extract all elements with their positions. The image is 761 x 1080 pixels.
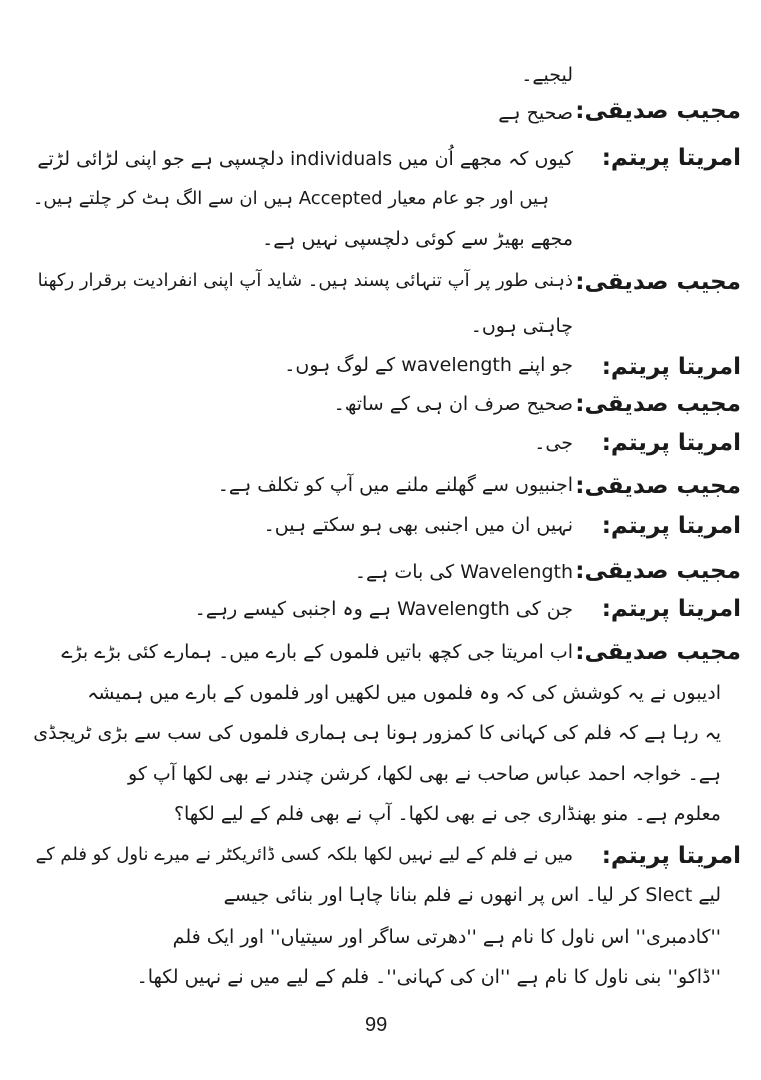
text-line: کیوں کہ مجھے اُن میں individuals دلچسپی ہے جو اپنی لڑائی لڑتے [37,148,573,170]
text-line: ''ڈاکو'' بنی ناول کا نام ہے ''ان کی کہانی''۔ فلم کے لیے میں نے نہیں لکھا۔ [136,966,721,988]
text-line: ہے۔ خواجہ احمد عباس صاحب نے بھی لکھا، کرشن چندر نے بھی لکھا آپ کو [128,763,721,785]
text-line: جی۔ [534,432,573,454]
text-line: ہیں اور جو عام معیار Accepted ہیں ان سے الگ ہٹ کر چلتے ہیں۔ [32,188,549,209]
speaker-label: مجیب صدیقی: [575,639,741,665]
text-line: مجھے بھیڑ سے کوئی دلچسپی نہیں ہے۔ [262,228,573,250]
text-line: جن کی Wavelength ہے وہ اجنبی کیسے رہے۔ [194,598,573,620]
text-line: جو اپنے wavelength کے لوگ ہوں۔ [284,354,573,376]
text-line: اجنبیوں سے گھلنے ملنے میں آپ کو تکلف ہے۔ [217,474,573,496]
page-number: 99 [365,1014,388,1036]
speaker-label: امریتا پریتم: [601,596,741,622]
text-line: صحیح ہے [498,102,573,124]
speaker-label: امریتا پریتم: [601,354,741,380]
text-line: لیے Slect کر لیا۔ اس پر انھوں نے فلم بنانا چاہا اور بنائی جیسے [223,884,721,906]
text-line: یہ رہا ہے کہ فلم کی کہانی کا کمزور ہونا ہی ہماری فلموں کی سب سے بڑی ٹریجڈی [33,722,721,744]
speaker-label: امریتا پریتم: [601,513,741,539]
text-line: Wavelength کی بات ہے۔ [354,561,573,583]
text-line: نہیں ان میں اجنبی بھی ہو سکتے ہیں۔ [263,514,573,536]
text-line: صحیح صرف ان ہی کے ساتھ۔ [333,393,573,415]
speaker-label: امریتا پریتم: [601,843,741,869]
text-line: معلوم ہے۔ منو بھنڈاری جی نے بھی لکھا۔ آپ نے بھی فلم کے لیے لکھا؟ [173,803,721,825]
text-line: میں نے فلم کے لیے نہیں لکھا بلکہ کسی ڈائریکٹر نے میرے ناول کو فلم کے [35,844,573,865]
text-line: اب امریتا جی کچھ باتیں فلموں کے بارے میں۔ ہمارے کئی بڑے بڑے [61,641,573,663]
text-line: ذہنی طور پر آپ تنہائی پسند ہیں۔ شاید آپ اپنی انفرادیت برقرار رکھنا [37,270,573,291]
speaker-label: امریتا پریتم: [601,145,741,171]
speaker-label: مجیب صدیقی: [575,473,741,499]
speaker-label: مجیب صدیقی: [575,391,741,417]
text-line: چاہتی ہوں۔ [470,315,573,337]
text-line: ادیبوں نے یہ کوشش کی کہ وہ فلموں میں لکھیں اور فلموں کے بارے میں ہمیشہ [87,682,721,704]
speaker-label: مجیب صدیقی: [575,558,741,584]
text-line: ''کادمبری'' اس ناول کا نام ہے ''دھرتی ساگر اور سیتیاں'' اور ایک فلم [172,926,721,948]
text-line: لیجیے۔ [521,64,573,86]
speaker-label: امریتا پریتم: [601,430,741,456]
speaker-label: مجیب صدیقی: [575,269,741,295]
speaker-label: مجیب صدیقی: [575,98,741,124]
